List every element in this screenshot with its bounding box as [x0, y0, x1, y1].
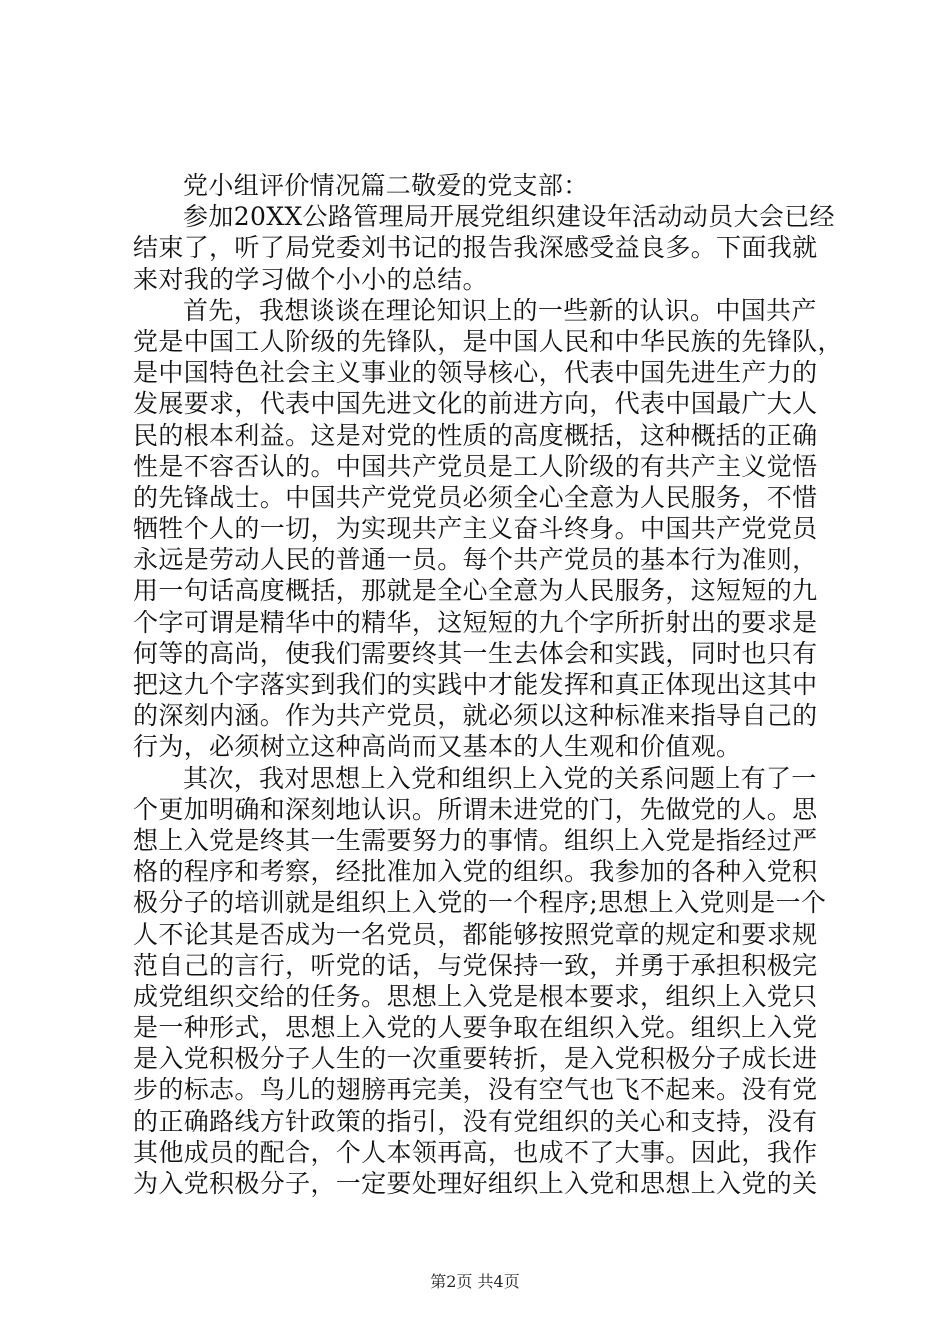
paragraph-2-line: 的先锋战士。中国共产党党员必须全心全意为人民服务，不惜 — [133, 482, 818, 512]
paragraph-3-line: 是一种形式，思想上入党的人要争取在组织入党。组织上入党 — [133, 1013, 818, 1043]
paragraph-3-line: 个更加明确和深刻地认识。所谓未进党的门，先做党的人。思 — [133, 794, 818, 824]
paragraph-2-line: 个字可谓是精华中的精华，这短短的九个字所折射出的要求是 — [133, 607, 818, 637]
paragraph-3-line: 人不论其是否成为一名党员，都能够按照党章的规定和要求规 — [133, 919, 818, 949]
paragraph-2-line: 民的根本利益。这是对党的性质的高度概括，这种概括的正确 — [133, 420, 818, 450]
paragraph-2-line: 行为，必须树立这种高尚而又基本的人生观和价值观。 — [133, 732, 742, 762]
paragraph-3-line: 想上入党是终其一生需要努力的事情。组织上入党是指经过严 — [133, 825, 818, 855]
paragraph-3-line: 步的标志。鸟儿的翅膀再完美，没有空气也飞不起来。没有党 — [133, 1075, 818, 1105]
paragraph-2-line: 把这九个字落实到我们的实践中才能发挥和真正体现出这其中 — [133, 670, 818, 699]
paragraph-3-line: 其他成员的配合，个人本领再高，也成不了大事。因此，我作 — [133, 1137, 818, 1167]
paragraph-2-line: 是中国特色社会主义事业的领导核心，代表中国先进生产力的 — [133, 358, 818, 388]
paragraph-2-line: 何等的高尚，使我们需要终其一生去体会和实践，同时也只有 — [133, 638, 818, 668]
paragraph-2-line: 用一句话高度概括，那就是全心全意为人民服务，这短短的九 — [133, 576, 818, 606]
paragraph-2-line: 首先，我想谈谈在理论知识上的一些新的认识。中国共产 — [183, 295, 817, 325]
document-body — [133, 170, 843, 1199]
paragraph-1-line: 结束了，听了局党委刘书记的报告我深感受益良多。下面我就 — [133, 233, 818, 263]
paragraph-3-line: 为入党积极分子，一定要处理好组织上入党和思想上入党的关 — [133, 1169, 818, 1198]
paragraph-2-line: 永远是劳动人民的普通一员。每个共产党员的基本行为准则， — [133, 545, 818, 575]
paragraph-1-line: 参加20XX公路管理局开展党组织建设年活动动员大会已经 — [183, 202, 835, 232]
paragraph-3-line: 极分子的培训就是组织上入党的一个程序;思想上入党则是一个 — [133, 888, 827, 918]
paragraph-1-line: 来对我的学习做个小小的总结。 — [133, 264, 488, 294]
paragraph-3-line: 是入党积极分子人生的一次重要转折，是入党积极分子成长进 — [133, 1044, 818, 1074]
paragraph-3-line: 其次，我对思想上入党和组织上入党的关系问题上有了一 — [183, 763, 817, 793]
paragraph-3-line: 的正确路线方针政策的指引，没有党组织的关心和支持，没有 — [133, 1106, 818, 1136]
paragraph-2-line: 发展要求，代表中国先进文化的前进方向，代表中国最广大人 — [133, 389, 818, 419]
paragraph-2-line: 党是中国工人阶级的先锋队，是中国人民和中华民族的先锋队， — [133, 326, 843, 356]
paragraph-3-line: 格的程序和考察，经批准加入党的组织。我参加的各种入党积 — [133, 857, 818, 887]
paragraph-2-line: 牺牲个人的一切，为实现共产主义奋斗终身。中国共产党党员 — [133, 514, 818, 544]
paragraph-2-line: 的深刻内涵。作为共产党员，就必须以这种标准来指导自己的 — [133, 701, 818, 731]
page-number-footer: 第2页 共4页 — [430, 1272, 520, 1291]
paragraph-2-line: 性是不容否认的。中国共产党员是工人阶级的有共产主义觉悟 — [133, 451, 818, 481]
heading-line: 党小组评价情况篇二敬爱的党支部： — [183, 171, 589, 200]
paragraph-3-line: 范自己的言行，听党的话，与党保持一致，并勇于承担积极完 — [133, 950, 818, 980]
paragraph-3-line: 成党组织交给的任务。思想上入党是根本要求，组织上入党只 — [133, 981, 818, 1011]
